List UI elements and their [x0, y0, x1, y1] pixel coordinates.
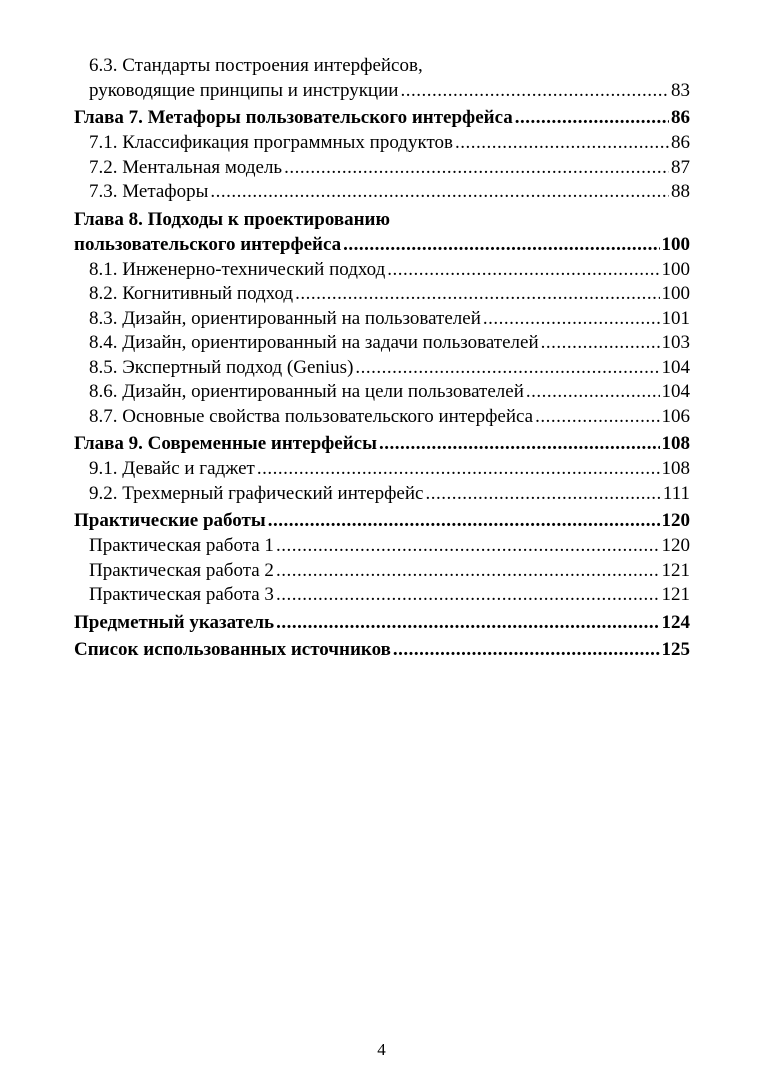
dot-leader: [541, 331, 660, 356]
toc-entry-title-line1: 6.3. Стандарты построения интерфейсов,: [89, 55, 423, 76]
toc-chapter-page: 120: [661, 510, 690, 531]
toc-entry-page: 120: [661, 535, 690, 556]
dot-leader: [387, 258, 659, 283]
toc-entry-practical-3[interactable]: [74, 583, 690, 608]
toc-entry-page: 111: [662, 482, 690, 504]
toc-chapter-title: Список использованных источников: [74, 638, 391, 660]
toc-entry-title: 8.6. Дизайн, ориентированный на цели пользователей: [89, 381, 524, 402]
toc-entry-page: 104: [661, 381, 690, 402]
toc-entry-title: 8.1. Инженерно-технический подход: [89, 258, 386, 280]
dot-leader: [515, 105, 669, 130]
toc-entry-practical-1[interactable]: [74, 534, 690, 559]
toc-entry-page: 108: [661, 458, 690, 479]
toc-chapter-8[interactable]: [74, 207, 690, 257]
dot-leader: [276, 610, 659, 635]
dot-leader: [355, 356, 659, 381]
toc-entry-8-4[interactable]: [74, 331, 690, 356]
toc-entry-7-3[interactable]: [74, 180, 690, 205]
dot-leader: [379, 431, 660, 456]
toc-entry-8-2[interactable]: [74, 282, 690, 307]
dot-leader: [276, 559, 660, 584]
toc-chapter-9[interactable]: [74, 431, 690, 456]
dot-leader: [343, 232, 659, 257]
toc-chapter-page: 86: [671, 107, 690, 128]
toc-entry-9-1[interactable]: [74, 457, 690, 482]
toc-entry-page: 104: [661, 356, 690, 378]
toc-entry-page: 100: [661, 283, 690, 304]
dot-leader: [210, 180, 669, 205]
toc-entry-page: 83: [671, 79, 690, 101]
toc-chapter-subject-index[interactable]: [74, 610, 690, 635]
dot-leader: [425, 482, 660, 507]
toc-entry-8-6[interactable]: [74, 380, 690, 405]
toc-chapter-title: пользовательского интерфейса: [74, 233, 342, 255]
toc-entry-title: 8.5. Экспертный подход (Genius): [89, 356, 354, 378]
dot-leader: [526, 380, 660, 405]
toc-entry-title: Практическая работа 3: [89, 584, 274, 605]
toc-chapter-title: Глава 7. Метафоры пользовательского интерфейса: [74, 107, 513, 128]
toc-chapter-page: 124: [661, 611, 690, 633]
toc-entry-title: 8.2. Когнитивный подход: [89, 283, 294, 304]
toc-entry-title: 7.1. Классификация программных продуктов: [89, 132, 453, 153]
page-number: 4: [377, 1040, 386, 1059]
toc-entry-page: 100: [661, 258, 690, 280]
toc-entry-title: 9.1. Девайс и гаджет: [89, 458, 255, 479]
toc-entry-page: 121: [661, 559, 690, 581]
toc-entry-title: 8.7. Основные свойства пользовательского интерфейса: [89, 405, 534, 427]
toc-chapter-7[interactable]: [74, 105, 690, 130]
toc-entry-title: Практическая работа 1: [89, 535, 274, 556]
toc-entry-8-3[interactable]: [74, 307, 690, 332]
dot-leader: [268, 508, 660, 533]
toc-entry-7-2[interactable]: [74, 156, 690, 181]
toc-chapter-page: 100: [661, 233, 690, 255]
dot-leader: [535, 405, 659, 430]
toc-chapter-page: 125: [661, 638, 690, 660]
dot-leader: [455, 131, 669, 156]
toc-entry-page: 88: [671, 181, 690, 202]
toc-chapter-title-line1: Глава 8. Подходы к проектированию: [74, 208, 391, 230]
toc-entry-6-3[interactable]: [74, 54, 690, 103]
dot-leader: [295, 282, 659, 307]
toc-entry-page: 106: [661, 405, 690, 427]
toc-entry-7-1[interactable]: [74, 131, 690, 156]
dot-leader: [483, 307, 660, 332]
toc-entry-title: 7.3. Метафоры: [89, 181, 209, 202]
toc-entry-page: 121: [661, 584, 690, 605]
dot-leader: [276, 534, 660, 559]
toc-entry-title: 7.2. Ментальная модель: [89, 156, 283, 178]
table-of-contents: [74, 54, 690, 662]
toc-entry-page: 101: [661, 307, 690, 329]
toc-chapter-references[interactable]: [74, 637, 690, 662]
toc-entry-9-2[interactable]: [74, 482, 690, 507]
dot-leader: [257, 457, 660, 482]
toc-entry-title: Практическая работа 2: [89, 559, 274, 581]
toc-chapter-practical-works[interactable]: [74, 508, 690, 533]
toc-entry-title: 8.4. Дизайн, ориентированный на задачи пользователей: [89, 332, 539, 353]
toc-chapter-title: Глава 9. Современные интерфейсы: [74, 433, 377, 454]
dot-leader: [400, 79, 669, 104]
toc-entry-8-7[interactable]: [74, 405, 690, 430]
dot-leader: [393, 637, 660, 662]
dot-leader: [284, 156, 669, 181]
toc-entry-8-5[interactable]: [74, 356, 690, 381]
toc-chapter-title: Предметный указатель: [74, 611, 275, 633]
toc-entry-title: 9.2. Трехмерный графический интерфейс: [89, 482, 424, 504]
toc-chapter-title: Практические работы: [74, 510, 266, 531]
toc-chapter-page: 108: [661, 433, 690, 454]
toc-entry-practical-2[interactable]: [74, 559, 690, 584]
toc-entry-8-1[interactable]: [74, 258, 690, 283]
toc-entry-title: руководящие принципы и инструкции: [89, 79, 399, 101]
dot-leader: [276, 583, 660, 608]
toc-entry-page: 103: [661, 332, 690, 353]
toc-entry-title: 8.3. Дизайн, ориентированный на пользователей: [89, 307, 481, 329]
toc-entry-page: 87: [671, 156, 690, 178]
toc-entry-page: 86: [671, 132, 690, 153]
